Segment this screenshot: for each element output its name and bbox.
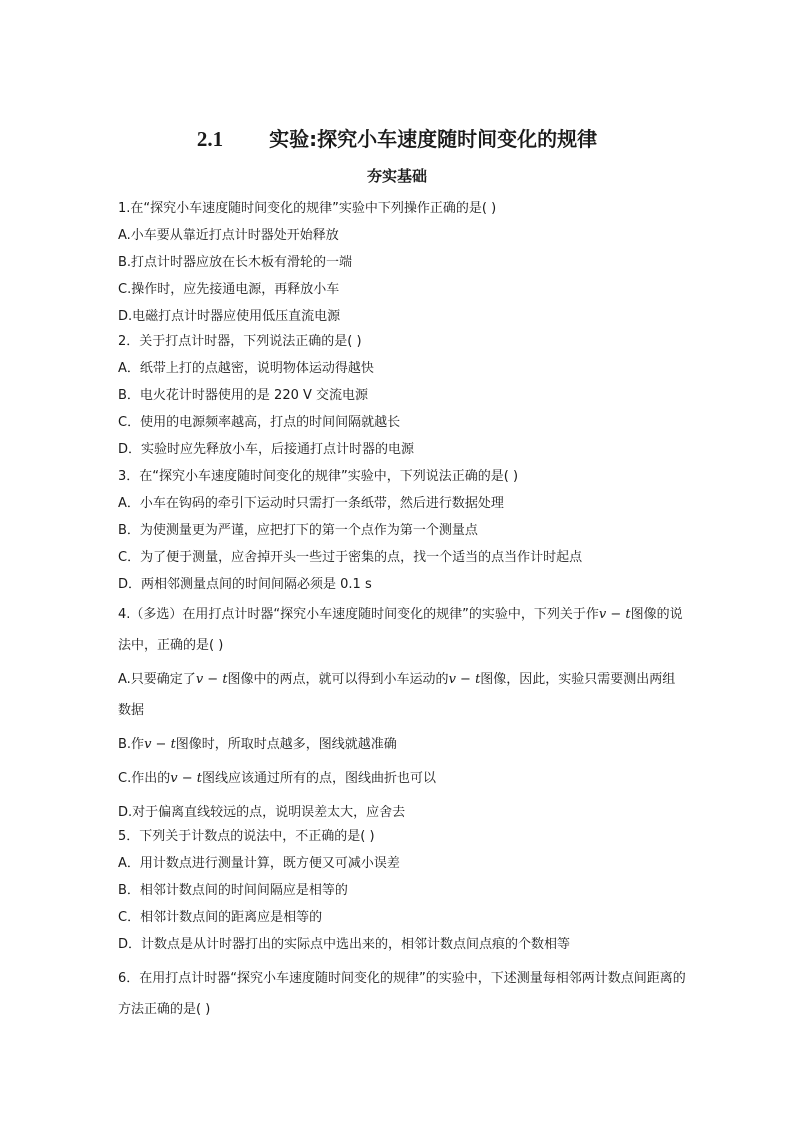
question-4-option-c [118, 763, 688, 794]
question-5-option-b: B．相邻计数点间的时间间隔应是相等的 [118, 883, 348, 898]
question-1-option-a: A.小车要从靠近打点计时器处开始释放 [118, 228, 339, 243]
vt-symbol: v − t [448, 672, 481, 687]
option-c-part-2: 图线应该通过所有的点，图线曲折也可以 [201, 771, 436, 786]
question-2-option-a: A．纸带上打的点越密，说明物体运动得越快 [118, 361, 374, 376]
option-c-part-1: C.作出的 [118, 771, 171, 786]
question-4-stem-part-1: 4.（多选）在用打点计时器“探究小车速度随时间变化的规律”的实验中，下列关于作 [118, 607, 599, 622]
question-list [118, 200, 688, 1028]
question-1-option-c: C.操作时，应先接通电源，再释放小车 [118, 282, 340, 297]
vt-symbol: v − t [598, 607, 631, 622]
page-title [0, 126, 794, 152]
question-5-option-a: A．用计数点进行测量计算，既方便又可减小误差 [118, 856, 400, 871]
question-5-option-d: D．计数点是从计时器打出的实际点中选出来的，相邻计数点间点痕的个数相等 [118, 937, 571, 952]
vt-symbol: v − t [170, 771, 202, 786]
question-4-option-a [118, 664, 688, 726]
question-3-option-c: C．为了便于测量，应舍掉开头一些过于密集的点，找一个适当的点当作计时起点 [118, 550, 583, 565]
question-3-option-d: D．两相邻测量点间的时间间隔必须是 0.1 s [118, 577, 372, 592]
title-text: 实验:探究小车速度随时间变化的规律 [269, 127, 598, 151]
option-a-part-3: 图像，因此，实验只需要测出两组数据 [118, 672, 676, 718]
question-2-option-c: C．使用的电源频率越高，打点的时间间隔就越长 [118, 415, 401, 430]
question-3-option-b: B．为使测量更为严谨，应把打下的第一个点作为第一个测量点 [118, 523, 478, 538]
question-4-option-b [118, 729, 688, 760]
option-b-part-1: B.作 [118, 737, 145, 752]
vt-symbol: v − t [144, 737, 176, 752]
question-4-stem [118, 599, 688, 661]
option-a-part-2: 图像中的两点，就可以得到小车运动的 [227, 672, 449, 687]
question-3-stem: 3．在“探究小车速度随时间变化的规律”实验中，下列说法正确的是( ) [118, 469, 519, 484]
question-2-stem: 2．关于打点计时器，下列说法正确的是( ) [118, 334, 362, 349]
question-2-option-b: B．电火花计时器使用的是 220 V 交流电源 [118, 388, 369, 403]
question-2-option-d: D．实验时应先释放小车，后接通打点计时器的电源 [118, 442, 415, 457]
option-a-part-1: A.只要确定了 [118, 672, 196, 687]
option-b-part-2: 图像时，所取时点越多，图线就越准确 [175, 737, 397, 752]
question-1-option-d: D.电磁打点计时器应使用低压直流电源 [118, 309, 341, 324]
question-4-option-d: D.对于偏离直线较远的点，说明误差太大，应舍去 [118, 805, 406, 820]
section-number: 2.1 [196, 127, 224, 151]
question-5-option-c: C．相邻计数点间的距离应是相等的 [118, 910, 323, 925]
question-6-stem: 6．在用打点计时器“探究小车速度随时间变化的规律”的实验中，下述测量每相邻两计数点间距离的方法正确的是( ) [118, 971, 686, 1017]
question-1-stem: 1.在“探究小车速度随时间变化的规律”实验中下列操作正确的是( ) [118, 201, 497, 216]
question-3-option-a: A．小车在钩码的牵引下运动时只需打一条纸带，然后进行数据处理 [118, 496, 504, 511]
question-5-stem: 5．下列关于计数点的说法中，不正确的是( ) [118, 829, 375, 844]
question-4-stem-part-2: 图像的说法中，正确的是( ) [118, 607, 683, 653]
vt-symbol: v − t [195, 672, 228, 687]
section-heading: 夯实基础 [366, 167, 427, 185]
question-1-option-b: B.打点计时器应放在长木板有滑轮的一端 [118, 255, 353, 270]
